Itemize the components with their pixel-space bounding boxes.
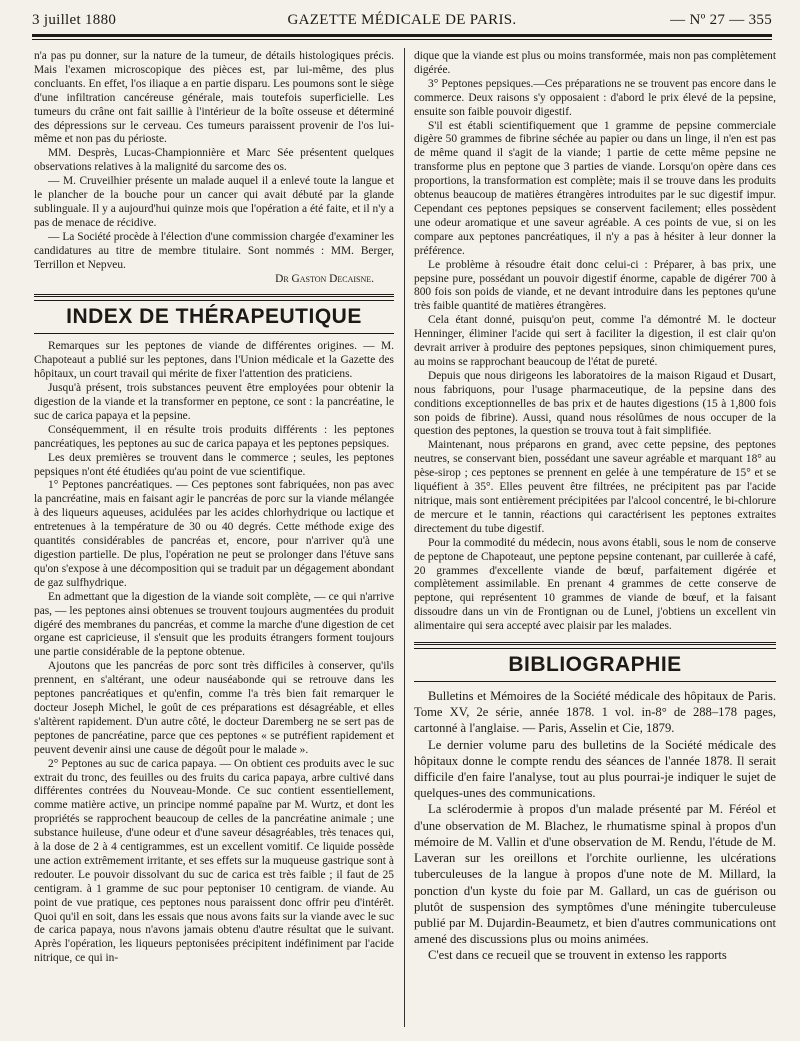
section-header-therapeutique <box>34 294 394 334</box>
paragraph: n'a pas pu donner, sur la nature de la tumeur, de détails histologiques précis. Mais l'examen microscopique des pièces est, par lui-même, des plus concluants. En effet, l'os iliaque a en partie disparu. Les poumons sont le siège d'une infiltration cancéreuse générale, mais toutefois superficielle. Les tumeurs du crâne ont fait saillie à l'intérieur de la boîte osseuse et déterminé des dépressions sur le cerveau. Ces tumeurs paraissent provenir de l'os lui-même et non pas du périoste. <box>34 50 394 146</box>
paragraph: La sclérodermie à propos d'un malade présenté par M. Féréol et d'une observation de M. Blachez, le rhumatisme spinal à propos d'un mémoire de M. Vallin et d'une observation de M. Rendu, l'étude de M. Laveran sur les oreillons et l'orchite ourlienne, les ulcérations tuberculeuses de la langue à propos d'une note de M. Millard, la ponction d'un kyste du foie par M. Gallard, un cas de guérison ou plutôt de suspension des symptômes d'une méningite tuberculeuse publié par M. Dujardin-Beaumetz, et bien d'autres communications ont amené des discussions plus ou moins animées. <box>414 802 776 947</box>
paragraph: Jusqu'à présent, trois substances peuvent être employées pour obtenir la digestion de la viande et la transformer en peptone, ce sont : la pancréatine, le suc de carica papaya et la pepsine. <box>34 382 394 422</box>
page-header <box>32 12 772 32</box>
header-title: GAZETTE MÉDICALE DE PARIS. <box>287 12 517 28</box>
signature: Dr Gaston Decaisne. <box>275 272 374 285</box>
paragraph: C'est dans ce recueil que se trouvent in extenso les rapports <box>428 948 727 963</box>
header-rule-thick <box>32 34 772 37</box>
paragraph: Depuis que nous dirigeons les laboratoires de la maison Rigaud et Dusart, nous fabriquons, pour l'usage pharmaceutique, de la pepsine dans des conditions exceptionnelles de bas prix et de hautes digestions (15 à 1,800 fois son poids de fibrine). Aussi, quand nous résolûmes de nous occuper de la question des peptones, la question se trouva tout à fait simplifiée. <box>414 369 776 438</box>
paragraph: Les deux premières se trouvent dans le commerce ; seules, les peptones pepsiques n'ont été étudiées qu'au point de vue scientifique. <box>34 451 394 478</box>
paragraph: S'il est établi scientifiquement que 1 gramme de pepsine commerciale digère 50 grammes de fibrine séchée au papier ou dans un linge, il n'en est pas de même quand il s'agit de la viande; 1 partie de cette même pepsine ne transforme plus en peptone que 3 parties de viande. Lorsqu'on opère dans ces proportions, la transformation est complète; mais il se trouve dans les produits obtenus beaucoup de matières étrangères introduites par le suc digestif impur. Cependant ces peptones pepsiques se conservent facilement; elles possèdent une odeur aromatique et une saveur agréable. A ces points de vue, si on les compare aux peptones pancréatiques, il n'y a pas à hésiter à leur donner la préférence. <box>414 119 776 257</box>
section-title: BIBLIOGRAPHIE <box>508 653 682 677</box>
paragraph: 1° Peptones pancréatiques. — Ces peptones sont fabriquées, non pas avec la pancréatine, mais en faisant agir le pancréas de porc sur la viande mélangée à des liqueurs aqueuses, acidulées par les acides chlorhydrique ou lactique et entretenues à la température de 30 ou 40 degrés. Cette méthode exige des quantités considérables de pancréas et, encore, pour n'arriver qu'à une digestion partielle. De plus, l'opération ne peut se prolonger dans l'étuve sans qu'on s'expose à une décomposition qui se traduit par un dégagement abondant de gaz sulfhydrique. <box>34 479 394 589</box>
header-issue: — Nº 27 — 355 <box>670 12 772 28</box>
paragraph: En admettant que la digestion de la viande soit complète, — ce qui n'arrive pas, — les peptones ainsi obtenues se trouvent toujours augmentées du produit digéré des membranes du pancréas, et comme la marche d'une digestion de cet organe est capricieuse, il s'ensuit que les produits étrangers forment toujours une partie considérable de la peptone obtenue. <box>34 590 394 659</box>
paragraph: — M. Cruveilhier présente un malade auquel il a enlevé toute la langue et le plancher de la bouche pour un cancer qui avait débuté par la glande sublinguale. Il y a aujourd'hui quinze mois que l'opération a été faite, et il n'y a pas de menace de récidive. <box>34 175 394 229</box>
paragraph: Remarques sur les peptones de viande de différentes origines. — M. Chapoteaut a publié sur les peptones, dans l'Union médicale et la Gazette des hôpitaux, un court travail qui mérite de fixer l'attention des praticiens. <box>34 340 394 381</box>
bibliography-entry: Bulletins et Mémoires de la Société médicale des hôpitaux de Paris. Tome XV, 2e série, année 1878. 1 vol. in-8° de 288–178 pages, cartonné à l'anglaise. — Paris, Asselin et Cie, 1879. <box>414 689 776 736</box>
paragraph: dique que la viande est plus ou moins transformée, mais non pas complètement digérée. <box>414 50 776 76</box>
bibliography-body <box>414 688 776 963</box>
paragraph: 3° Peptones pepsiques.—Ces préparations ne se trouvent pas encore dans le commerce. Deux raisons s'y opposaient : d'abord le prix élevé de la pepsine, ensuite son faible pouvoir digestif. <box>414 77 776 118</box>
right-column <box>414 50 776 964</box>
paragraph: Pour la commodité du médecin, nous avons établi, sous le nom de conserve de peptone de Chapoteaut, une peptone pepsine contenant, par cuillerée à café, 20 grammes d'excellente viande de bœuf, parfaitement digérée et complètement assimilable. En prenant 4 grammes de cette conserve de peptone, qui représentent 10 grammes de viande de bœuf, et la faisant dissoudre dans un vin de Frontignan ou de Lunel, j'obtiens un excellent vin alimentaire qui sera accepté avec plaisir par les malades. <box>414 536 776 633</box>
column-divider <box>404 48 405 1027</box>
paragraph: Maintenant, nous préparons en grand, avec cette pepsine, des peptones neutres, se conservant bien, possédant une saveur agréable et marquant 18° au pèse-sirop ; ces peptones se prennent en gelée à une température de 15° et se liquéfient à 35°. Elles peuvent être filtrées, ne précipitent pas par l'acide nitrique, mais sont entièrement précipitées par l'alcool concentré, le bi-chlorure de mercure et le tannin, réactions qui caractérisent les peptones extraites directement du tube digestif. <box>414 439 776 535</box>
header-rule-thin <box>32 39 772 40</box>
paragraph: Conséquemment, il en résulte trois produits différents : les peptones pancréatiques, les peptones au suc de carica papaya et les peptones pepsiques. <box>34 423 394 450</box>
paragraph: MM. Desprès, Lucas-Championnière et Marc Sée présentent quelques observations relatives à la malignité du sarcome des os. <box>34 147 394 174</box>
paragraph: Ajoutons que les pancréas de porc sont très difficiles à conserver, qu'ils prennent, en s'altérant, une odeur nauséabonde qui se retrouve dans les peptones pancréatiques et qu'enfin, comme l'a très bien fait remarquer le docteur Joseph Michel, le goût de ces préparations est désagréable, et elles s'altèrent rapidement. D'un autre côté, le docteur Daremberg ne se sert pas de peptones de pancréatine, parce que ces peptones « se putréfient rapidement et peuvent devenir ainsi une cause de dégoût pour le malade ». <box>34 660 394 756</box>
paragraph: Cela étant donné, puisqu'on peut, comme l'a démontré M. le docteur Henninger, éliminer l'acide qui sert à faciliter la digestion, il est clair qu'on devrait arriver à produire des peptones pepsiques, sinon chimiquement pures, au moins se rapprochant beaucoup de l'état de pureté. <box>414 314 776 368</box>
section-title: INDEX DE THÉRAPEUTIQUE <box>66 305 362 329</box>
paragraph: 2° Peptones au suc de carica papaya. — On obtient ces produits avec le suc extrait du tronc, des feuilles ou des fruits du carica papaya, arbre cultivé dans différentes contrées du Nouveau-Monde. Ce suc contient essentiellement, comme matière active, un principe nommé papaïne par M. Wurtz, et dont les propriétés se rapprochent beaucoup de celles de la pancréatine animale ; une substance huileuse, d'une odeur et d'une saveur désagréables, très tenaces qui, à la dose de 2 à 4 centigrammes, est un excellent vomitif. Ce liquide possède une action extrêmement irritante, et ses effets sur la muqueuse gastrique sont à redouter. Le pouvoir dissolvant du suc de carica est très faible ; il faut de 25 centigram. à 1 gramme de suc pour peptoniser 10 centigram. de viande. Au point de vue pratique, ces peptones nous paraissent donc offrir peu d'intérêt. Quoi qu'il en soit, dans les essais que nous avons faits sur la viande avec le suc de carica papaya, nous n'avons jamais obtenu d'autre résultat que le suivant. Après l'opération, les liqueurs peptonisées précipitent indéfiniment par l'acide nitrique, ce qui in- <box>34 757 394 965</box>
paragraph: Le problème à résoudre était donc celui-ci : Préparer, à bas prix, une pepsine pure, possédant un pouvoir digestif énorme, capable de digérer 700 à 800 fois son poids de viande, et ne devant introduire dans les peptones qu'une très faible quantité de matières étrangères. <box>414 258 776 313</box>
paragraph: Le dernier volume paru des bulletins de la Société médicale des hôpitaux donne le compte rendu des séances de l'année 1878. Il serait difficile d'en faire l'analyse, tout au plus pourrai-je indiquer le sujet de quelques-unes des communications. <box>414 737 776 801</box>
paragraph: — La Société procède à l'élection d'une commission chargée d'examiner les candidatures au titre de membre titulaire. Sont nommés : MM. Berger, Terrillon et Nepveu. <box>34 230 394 271</box>
header-date: 3 juillet 1880 <box>32 12 117 28</box>
left-column <box>34 50 394 966</box>
section-header-bibliographie <box>414 642 776 682</box>
